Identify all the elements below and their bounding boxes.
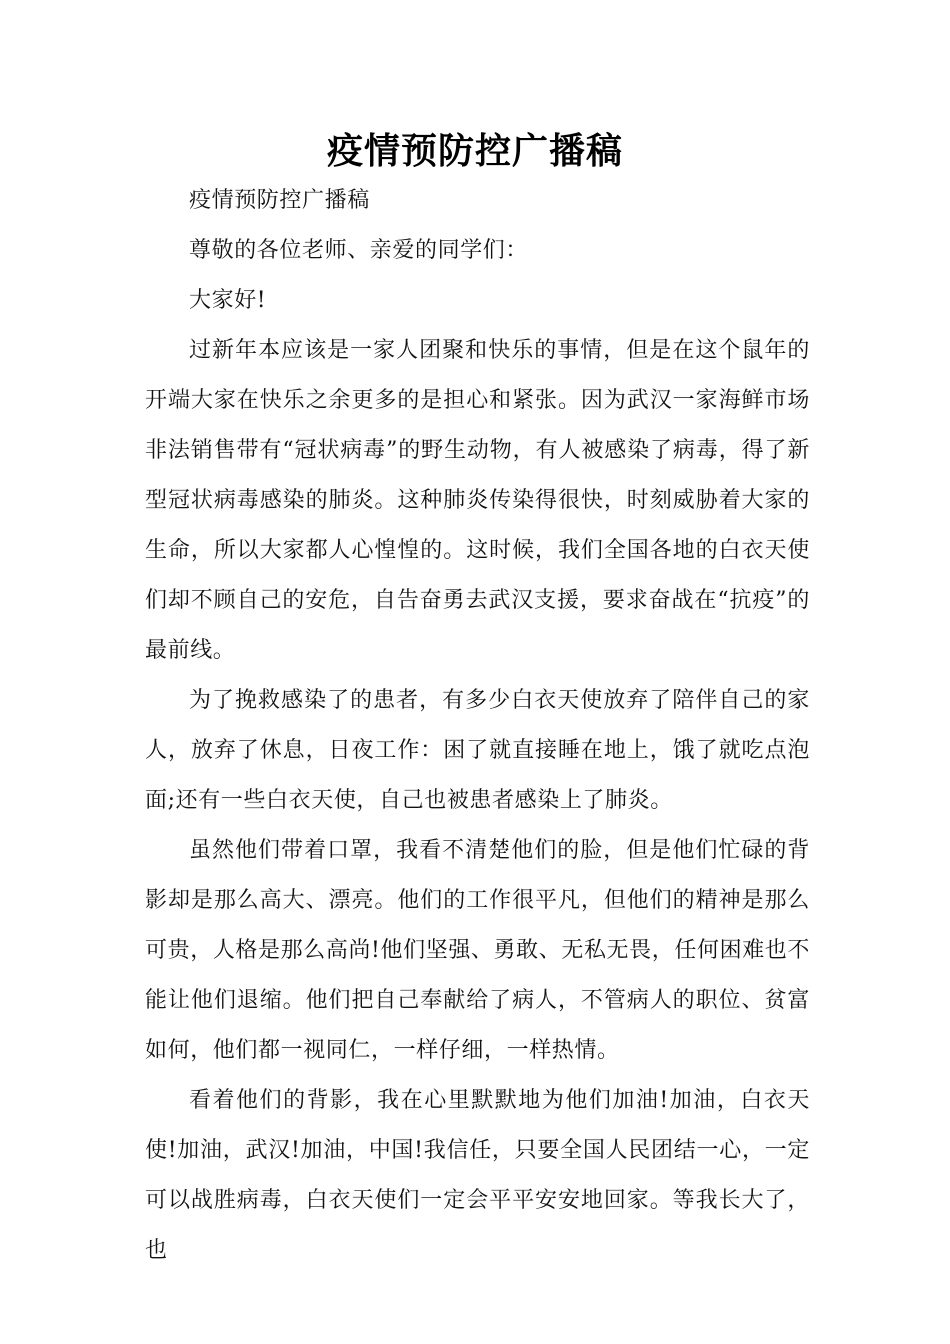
paragraph-4: 看着他们的背影，我在心里默默地为他们加油!加油，白衣天使!加油，武汉!加油，中国!我信任，只要全国人民团结一心，一定可以战胜病毒，白衣天使们一定会平平安安地回家。等我长大了，也 [145, 1088, 810, 1263]
paragraph-1: 过新年本应该是一家人团聚和快乐的事情，但是在这个鼠年的开端大家在快乐之余更多的是担心和紧张。因为武汉一家海鲜市场非法销售带有“冠状病毒”的野生动物，有人被感染了病毒，得了新型冠状病毒感染的肺炎。这种肺炎传染得很快，时刻威胁着大家的生命，所以大家都人心惶惶的。这时候，我们全国各地的白衣天使们却不顾自己的安危，自告奋勇去武汉支援，要求奋战在“抗疫”的最前线。 [145, 338, 810, 663]
document-title: 疫情预防控广播稿 [326, 131, 623, 172]
paragraph-2: 为了挽救感染了的患者，有多少白衣天使放弃了陪伴自己的家人，放弃了休息，日夜工作：困了就直接睡在地上，饿了就吃点泡面;还有一些白衣天使，自己也被患者感染上了肺炎。 [145, 688, 810, 813]
paragraph-greeting: 大家好! [189, 288, 267, 313]
paragraph-3: 虽然他们带着口罩，我看不清楚他们的脸，但是他们忙碌的背影却是那么高大、漂亮。他们的工作很平凡，但他们的精神是那么可贵，人格是那么高尚!他们坚强、勇敢、无私无畏，任何困难也不能让他们退缩。他们把自己奉献给了病人，不管病人的职位、贫富如何，他们都一视同仁，一样仔细，一样热情。 [145, 838, 810, 1063]
paragraph-subtitle: 疫情预防控广播稿 [189, 188, 370, 213]
paragraph-salutation: 尊敬的各位老师、亲爱的同学们： [189, 238, 529, 263]
document-body [145, 176, 810, 1276]
